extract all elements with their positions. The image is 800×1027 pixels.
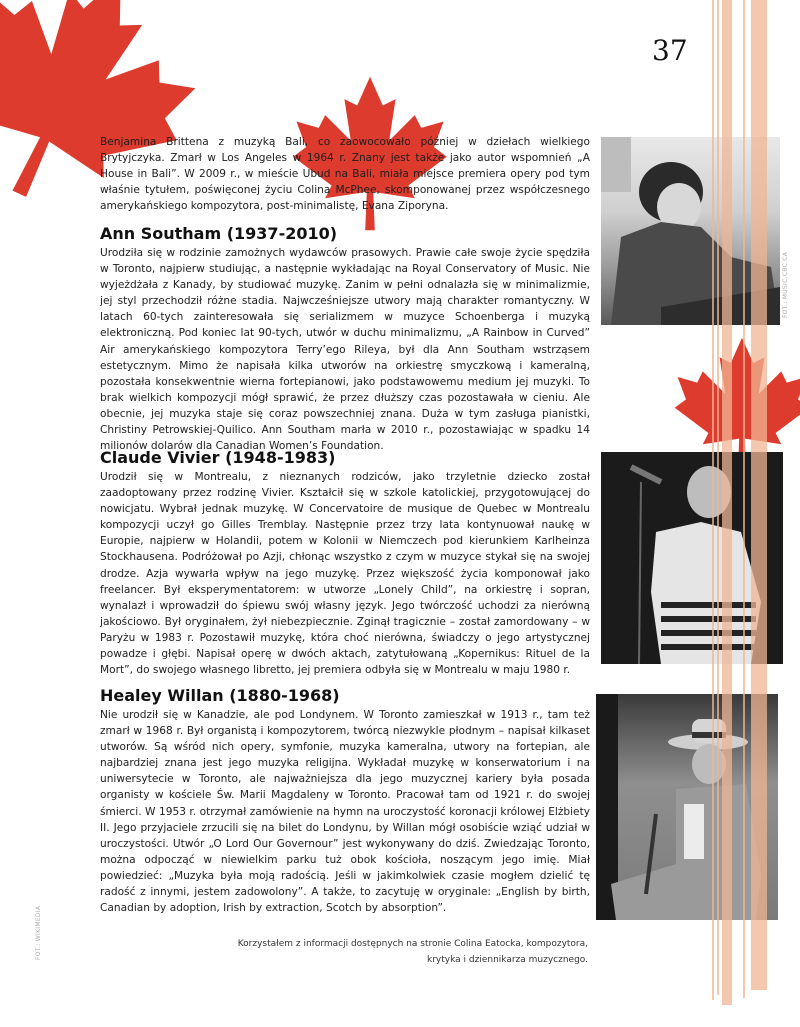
decorative-stripe bbox=[743, 0, 745, 998]
decorative-stripe bbox=[717, 0, 719, 995]
source-note-line: Korzystałem z informacji dostępnych na stronie Colina Eatocka, kompozytora, bbox=[237, 939, 588, 949]
section-claude-vivier bbox=[100, 448, 590, 678]
section-heading: Healey Willan (1880-1968) bbox=[100, 686, 340, 705]
section-body: Urodziła się w rodzinie zamożnych wydawców prasowych. Prawie całe swoje życie spędziła w Toronto, najpierw studiując, a następnie wykładając na Royal Conservatory of Music. Nie wyjeżdżała z Kanady, by studiować muzykę. Zanim w pełni odnalazła się w minimalizmie, jej styl przechodził różne stadia. Najwcześniejsze utwory mają charakter romantyczny. W latach 60-tych zainteresowała się serializmem w muzyce Schoenberga i muzyką elektroniczną. Pod koniec lat 90-tych, utwór w duchu minimalizmu, „A Rainbow in Curved” Air amerykańskiego kompozytora Terry’ego Rileya, był dla Ann Southam wstrząsem estetycznym. Mimo że napisała kilka utworów na orkiestrę smyczkową i kameralną, pozostała konsekwentnie wierna fortepianowi, jako podstawowemu medium jej muzyki. To brak wielkich kompozycji mógł sprawić, że przez dłuższy czas pozostawała w cieniu. Ale obecnie, jej muzyka staje się coraz powszechniej znana. Duża w tym zasługa pianistki, Christiny Petrowskiej-Quilico. Ann Southam marła w 2010 r., pozostawiając w spadku 14 milionów dolarów dla Canadian Women’s Foundation. bbox=[100, 247, 590, 453]
section-heading: Claude Vivier (1948-1983) bbox=[100, 448, 336, 467]
section-body: Nie urodził się w Kanadzie, ale pod Londynem. W Toronto zamieszkał w 1913 r., tam też zmarł w 1968 r. Był organistą i kompozytorem, twórcą niezwykle płodnym – napisał kilkaset utworów. Są wśród nich opery, symfonie, muzyka kameralna, utwory na fortepian, ale najbardziej znana jest jego muzyka religijna. Wykładał muzykę w konserwatorium i na uniwersytecie w Toronto, ale najważniejsza dla jego muzycznej kariery była posada organisty w kościele Św. Marii Magdaleny w Toronto. Pracował tam od 1921 r. do swojej śmierci. W 1953 r. otrzymał zamówienie na hymn na uroczystość koronacji królowej Elżbiety II. Jego przyjaciele zrzucili się na bilet do Londynu, by Willan mógł osobiście wziąć udział w uroczystości. Utwór „O Lord Our Governour” jest wykonywany do dziś. Zwiedzając Toronto, można odpocząć w niewielkim parku tuż obok kościoła, noszącym jego imię. Miał powiedzieć: „Muzyka była moją radością. Jeśli w jakimkolwiek czasie mogłem dzielić tę radość z innymi, jestem zadowolony”. A także, to zacytuję w oryginale: „English by birth, Canadian by adoption, Irish by extraction, Scotch by absorption”. bbox=[100, 709, 590, 915]
photo-credit-southam: FOT.: MUSIC.CBC.CA bbox=[782, 251, 789, 318]
decorative-stripe bbox=[712, 0, 714, 1000]
decorative-stripe bbox=[722, 0, 732, 1005]
photo-credit-willan: FOT.: WIKIMEDIA bbox=[35, 905, 42, 960]
source-note bbox=[220, 936, 588, 968]
intro-paragraph: Benjamina Brittena z muzyką Bali, co zaowocowało później w dziełach wielkiego Brytyjczyka. Zmarł w Los Angeles w 1964 r. Znany jest także jako autor wspomnień „A House in Bali”. W 2009 r., w mieście Ubud na Bali, miała miejsce premiera opery pod tym właśnie tytułem, poświęconej życiu Colina McPhee, skomponowanej przez współczesnego amerykańskiego kompozytora, post-minimalistę, Evana Ziporyna. bbox=[100, 136, 590, 213]
page-number: 37 bbox=[652, 34, 688, 67]
section-healey-willan bbox=[100, 686, 590, 916]
section-body: Urodził się w Montrealu, z nieznanych rodziców, jako trzyletnie dziecko został zaadoptowany przez rodzinę Vivier. Kształcił się w szkole katolickiej, przygotowującej do nowicjatu. Wybrał jednak muzykę. W Concervatoire de musique de Quebec w Montrealu kompozycji uczył go Gilles Tremblay. Następnie przez trzy lata kontynuował naukę w Europie, najpierw w Holandii, potem w Kolonii w Niemczech pod kierunkiem Karlheinza Stockhausena. Podróżował po Azji, chłonąc wszystko z czym w muzyce stykał się na swojej drodze. Azja wywarła wpływ na jego muzykę. Przez większość życia komponował jako freelancer. Był eksperymentatorem: w utworze „Lonely Child”, na orkiestrę i sopran, wynalazł i wprowadził do śpiewu swój własny język. Jego twórczość uchodzi za nierówną jakościowo. Był oryginałem, żył niebezpiecznie. Zginął tragicznie – został zamordowany – w Paryżu w 1983 r. Pozostawił muzykę, która choć nierówna, świadczy o jego artystycznej powadze i głębi. Napisał operę w dwóch aktach, zatytułowaną „Kopernikus: Rituel de la Mort”, do swojego własnego libretto, jej premiera odbyła się w Montrealu w maju 1980 r. bbox=[100, 471, 590, 677]
decorative-stripe bbox=[751, 0, 767, 990]
section-ann-southam bbox=[100, 224, 590, 454]
maple-leaf-icon bbox=[0, 0, 241, 253]
source-note-line: krytyka i dziennikarza muzycznego. bbox=[427, 955, 588, 965]
section-heading: Ann Southam (1937-2010) bbox=[100, 224, 338, 243]
